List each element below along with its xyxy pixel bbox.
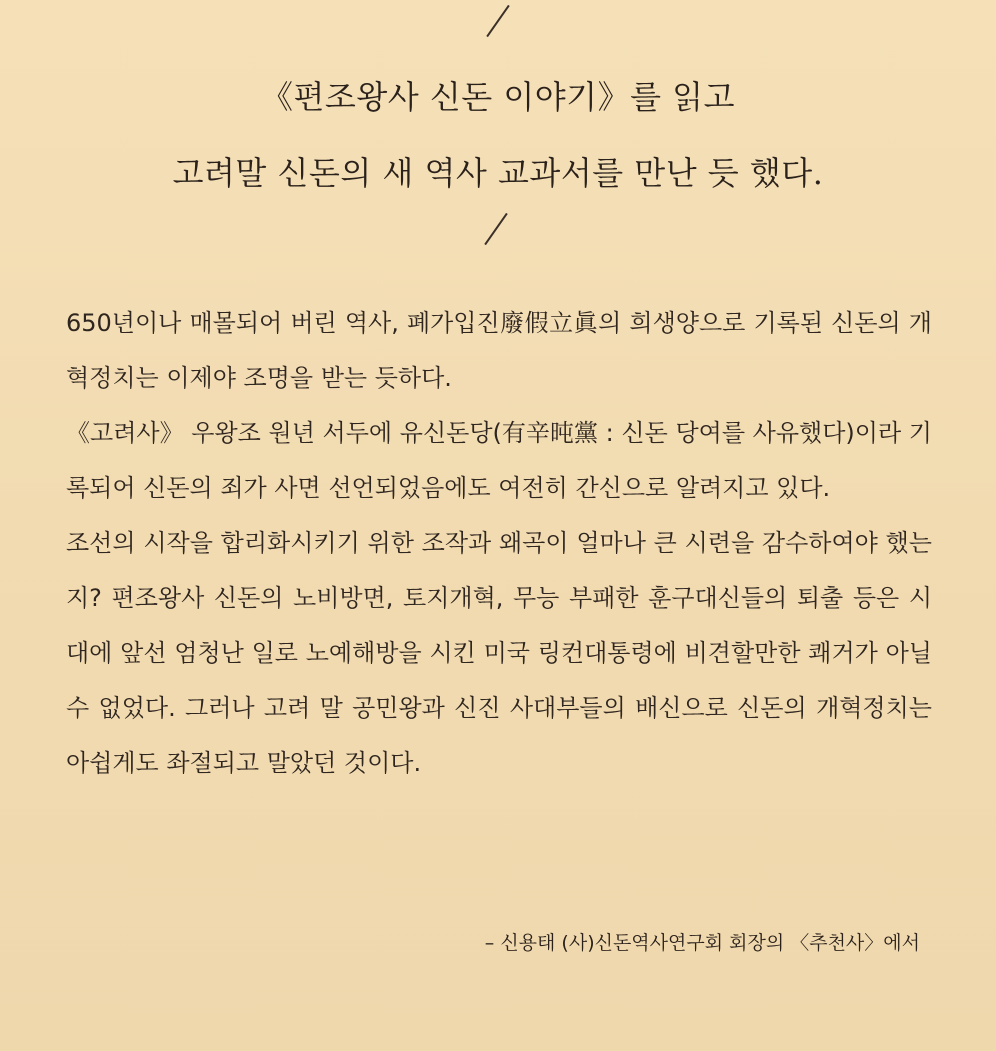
heading-line-1: 《편조왕사 신돈 이야기》를 읽고 bbox=[261, 78, 735, 116]
credit-line: – 신용태 (사)신돈역사연구회 회장의 〈추천사〉에서 bbox=[484, 932, 920, 954]
paragraph-2: 《고려사》 우왕조 원년 서두에 유신돈당(有辛旽黨 : 신돈 당여를 사유했다)이라 기록되어 신돈의 죄가 사면 선언되었음에도 여전히 간신으로 알려지고 있다. bbox=[66, 419, 932, 502]
paragraph-1: 650년이나 매몰되어 버린 역사, 폐가입진廢假立眞의 희생양으로 기록된 신돈의 개혁정치는 이제야 조명을 받는 듯하다. bbox=[66, 309, 932, 392]
paragraph-3: 조선의 시작을 합리화시키기 위한 조작과 왜곡이 얼마나 큰 시련을 감수하여야 했는지? 편조왕사 신돈의 노비방면, 토지개혁, 무능 부패한 훈구대신들의 퇴출 등은 시대에 앞선 엄청난 일로 노예해방을 시킨 미국 링컨대통령에 비견할만한 쾌거가 아닐 수 없었다. 그러나 고려 말 공민왕과 신진 사대부들의 배신으로 신돈의 개혁정치는 아쉽게도 좌절되고 말았던 것이다. bbox=[66, 529, 932, 777]
body-text bbox=[66, 296, 932, 791]
slash-divider-middle bbox=[484, 213, 507, 245]
heading-line-2: 고려말 신돈의 새 역사 교과서를 만난 듯 했다. bbox=[172, 154, 824, 192]
slash-divider-top bbox=[486, 5, 509, 37]
